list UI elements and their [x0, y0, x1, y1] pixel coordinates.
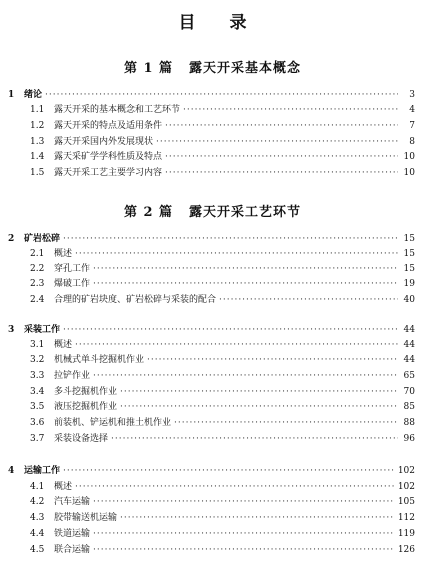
leader-dots — [165, 119, 398, 133]
section-title: 前装机、铲运机和推土机作业 — [54, 418, 172, 428]
leader-dots — [219, 293, 398, 307]
toc-section[interactable] — [30, 166, 415, 180]
page-number: 15 — [403, 234, 415, 244]
toc-section[interactable] — [30, 150, 415, 164]
section-title: 露天采矿学学科性质及特点 — [54, 152, 163, 162]
section-number: 4.3 — [30, 513, 45, 523]
part-number: 第 1 篇 — [123, 61, 174, 76]
page-number: 19 — [403, 279, 415, 289]
toc-section[interactable] — [30, 480, 415, 494]
toc-section[interactable] — [30, 338, 415, 352]
part-number: 第 2 篇 — [123, 205, 174, 220]
section-number: 4.1 — [30, 482, 45, 492]
section-number: 4.4 — [30, 529, 45, 539]
leader-dots — [75, 247, 398, 261]
section-title: 概述 — [54, 482, 73, 492]
section-title: 露天开采的特点及适用条件 — [54, 121, 163, 131]
leader-dots — [120, 385, 398, 399]
leader-dots — [93, 277, 398, 291]
section-title: 概述 — [54, 249, 73, 259]
page-number: 15 — [403, 264, 415, 274]
leader-dots — [165, 166, 398, 180]
toc-section[interactable] — [30, 103, 415, 117]
page-number: 96 — [403, 434, 415, 444]
leader-dots — [120, 511, 395, 525]
section-number: 2.1 — [30, 249, 45, 259]
leader-dots — [93, 262, 398, 276]
leader-dots — [174, 416, 398, 430]
page-number: 119 — [397, 529, 415, 539]
part-name: 露天开采基本概念 — [189, 61, 302, 76]
toc-section[interactable] — [30, 293, 415, 307]
leader-dots — [63, 323, 398, 337]
section-title: 合理的矿岩块度、矿岩松碎与采装的配合 — [54, 295, 217, 305]
leader-dots — [183, 103, 398, 117]
toc-section[interactable] — [30, 277, 415, 291]
section-number: 4.5 — [30, 545, 45, 555]
leader-dots — [120, 400, 398, 414]
leader-dots — [63, 232, 398, 246]
page-number: 85 — [403, 402, 415, 412]
leader-dots — [75, 480, 395, 494]
page-number: 102 — [397, 466, 415, 476]
page-number: 126 — [397, 545, 415, 555]
page-number: 44 — [403, 340, 415, 350]
section-number: 3.4 — [30, 387, 45, 397]
section-title: 概述 — [54, 340, 73, 350]
leader-dots — [165, 150, 398, 164]
leader-dots — [93, 543, 395, 557]
chapter-number: 4 — [8, 466, 15, 476]
chapter-title: 矿岩松碎 — [24, 234, 61, 244]
page-number: 112 — [397, 513, 415, 523]
section-title: 露天开采国内外发展现状 — [54, 137, 154, 147]
page-title: 目 录 — [178, 13, 261, 33]
section-number: 3.7 — [30, 434, 45, 444]
section-number: 2.4 — [30, 295, 45, 305]
chapter-number: 2 — [8, 234, 15, 244]
toc-chapter[interactable] — [8, 323, 415, 337]
page-number: 7 — [409, 121, 415, 131]
chapter-title: 运输工作 — [24, 466, 61, 476]
toc-section[interactable] — [30, 119, 415, 133]
leader-dots — [93, 369, 398, 383]
chapter-number: 1 — [8, 90, 15, 100]
leader-dots — [45, 88, 398, 102]
toc-section[interactable] — [30, 369, 415, 383]
page-number: 10 — [403, 168, 415, 178]
section-number: 1.4 — [30, 152, 45, 162]
leader-dots — [93, 495, 395, 509]
leader-dots — [111, 432, 398, 446]
toc-section[interactable] — [30, 135, 415, 149]
section-title: 汽车运输 — [54, 497, 91, 507]
page-number: 44 — [403, 325, 415, 335]
section-number: 3.2 — [30, 355, 45, 365]
leader-dots — [147, 353, 398, 367]
section-number: 1.1 — [30, 105, 45, 115]
section-title: 露天开采的基本概念和工艺环节 — [54, 105, 181, 115]
toc-section[interactable] — [30, 247, 415, 261]
leader-dots — [93, 527, 395, 541]
section-title: 多斗挖掘机作业 — [54, 387, 118, 397]
toc-section[interactable] — [30, 400, 415, 414]
toc-section[interactable] — [30, 511, 415, 525]
section-title: 机械式单斗挖掘机作业 — [54, 355, 145, 365]
toc-section[interactable] — [30, 543, 415, 557]
toc-section[interactable] — [30, 432, 415, 446]
section-number: 3.6 — [30, 418, 45, 428]
leader-dots — [63, 464, 395, 478]
leader-dots — [75, 338, 398, 352]
section-number: 4.2 — [30, 497, 45, 507]
section-number: 1.5 — [30, 168, 45, 178]
section-title: 铁道运输 — [54, 529, 91, 539]
toc-section[interactable] — [30, 262, 415, 276]
part-name: 露天开采工艺环节 — [189, 205, 302, 220]
page-number: 8 — [409, 137, 415, 147]
toc-section[interactable] — [30, 353, 415, 367]
section-title: 胶带输送机运输 — [54, 513, 118, 523]
page-number: 40 — [403, 295, 415, 305]
page-number: 70 — [403, 387, 415, 397]
page-number: 88 — [403, 418, 415, 428]
section-title: 露天开采工艺主要学习内容 — [54, 168, 163, 178]
leader-dots — [156, 135, 398, 149]
page-number: 65 — [403, 371, 415, 381]
section-title: 穿孔工作 — [54, 264, 91, 274]
section-number: 3.3 — [30, 371, 45, 381]
section-number: 2.2 — [30, 264, 45, 274]
toc-chapter[interactable] — [8, 88, 415, 102]
chapter-number: 3 — [8, 325, 15, 335]
page-number: 4 — [409, 105, 415, 115]
chapter-title: 绪论 — [24, 90, 43, 100]
chapter-title: 采装工作 — [24, 325, 61, 335]
section-number: 3.1 — [30, 340, 45, 350]
toc-section[interactable] — [30, 527, 415, 541]
section-number: 1.3 — [30, 137, 45, 147]
toc-chapter[interactable] — [8, 232, 415, 246]
page-number: 10 — [403, 152, 415, 162]
page-number: 44 — [403, 355, 415, 365]
section-title: 爆破工作 — [54, 279, 91, 289]
section-number: 1.2 — [30, 121, 45, 131]
toc-chapter[interactable] — [8, 464, 415, 478]
section-number: 3.5 — [30, 402, 45, 412]
part-heading — [0, 201, 425, 220]
page-number: 102 — [397, 482, 415, 492]
part-heading — [0, 57, 425, 76]
toc-section[interactable] — [30, 495, 415, 509]
section-number: 2.3 — [30, 279, 45, 289]
section-title: 液压挖掘机作业 — [54, 402, 118, 412]
page-number: 3 — [409, 90, 415, 100]
section-title: 采装设备选择 — [54, 434, 109, 444]
section-title: 联合运输 — [54, 545, 91, 555]
page-number: 15 — [403, 249, 415, 259]
page-number: 105 — [397, 497, 415, 507]
section-title: 拉铲作业 — [54, 371, 91, 381]
toc-section[interactable] — [30, 385, 415, 399]
toc-section[interactable] — [30, 416, 415, 430]
